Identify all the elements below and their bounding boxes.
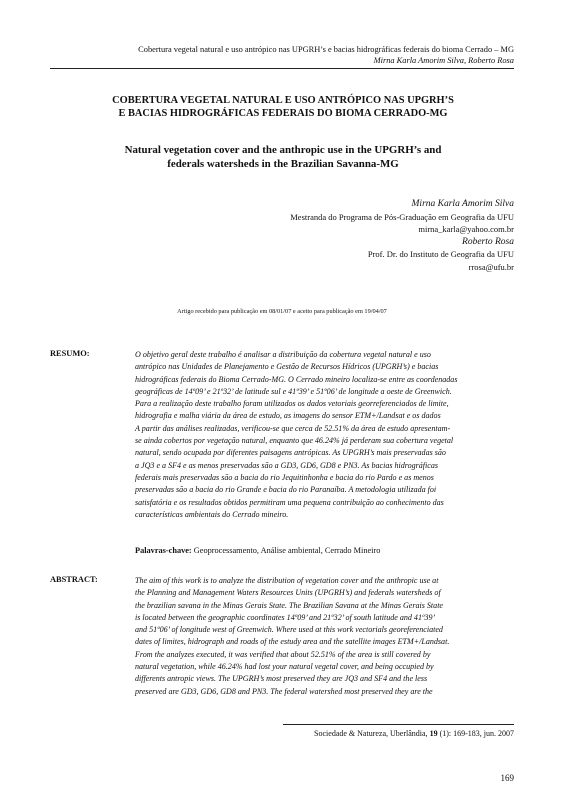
resumo-line: hidrografia e malha viária da área de estudo, as imagens do sensor ETM+/Landsat e os dados <box>135 411 441 421</box>
resumo-line: geográficas de 14º09’ e 21º32’ de latitude sul e 41º39’ e 51º06’ de longitude a oeste de Greenwich. <box>135 386 452 396</box>
footer-divider <box>283 724 514 725</box>
resumo-line: federais mais preservadas são a bacia do rio Jequitinhonha e bacia do rio Pardo e as menos <box>135 472 434 482</box>
author-1-email: mirna_karla@yahoo.com.br <box>418 224 514 234</box>
keywords <box>135 546 514 555</box>
resumo-line: A partir das análises realizadas, verificou-se que cerca de 52.51% da área de estudo apresentam- <box>135 423 451 433</box>
journal-citation <box>314 729 514 738</box>
abstract-line: and 51º06’ of longitude west of Greenwich. Where used at this work vectorials georeferenciated <box>135 625 443 635</box>
resumo-line: características ambientais do Cerrado mineiro. <box>135 509 289 519</box>
title-en-line-2: federals watersheds in the Brazilian Savanna-MG <box>167 157 399 170</box>
abstract-line: From the analyzes executed, it was verified that about 52.51% of the area is still covered by <box>135 649 431 659</box>
abstract-line: preserved are GD3, GD6, GD8 and PN3. The federal watershed most preserved they are the <box>135 686 433 696</box>
journal-issue-pages: (1): 169-183, jun. 2007 <box>437 729 514 738</box>
author-2-affiliation: Prof. Dr. do Instituto de Geografia da UFU <box>367 249 514 259</box>
resumo-line: satisfatória e os resultados obtidos permitiram uma pequena contribuição ao conhecimento das <box>135 497 444 507</box>
title-en-line-1: Natural vegetation cover and the anthropic use in the UPGRH’s and <box>124 144 442 156</box>
journal-volume: 19 <box>429 729 438 738</box>
running-head-title: Cobertura vegetal natural e uso antrópico nas UPGRH’s e bacias hidrográficas federais do bioma Cerrado – MG <box>138 45 514 54</box>
keywords-text: Geoprocessamento, Análise ambiental, Cerrado Mineiro <box>193 546 381 555</box>
resumo-label: RESUMO: <box>50 349 90 358</box>
resumo-line: O objetivo geral deste trabalho é analisar a distribuição da cobertura vegetal natural e uso <box>135 350 431 359</box>
resumo-line: a JQ3 e a SF4 e as menos preservadas são a GD3, GD6, GD8 e PN3. As bacias hidrográficas <box>135 460 438 470</box>
abstract-line: The aim of this work is to analyze the distribution of vegetation cover and the anthropic use at <box>135 576 439 585</box>
resumo-line: natural, sendo ocupada por diferentes paisagens antrópicas. As UPGRH’s mais preservadas são <box>135 448 446 458</box>
title-pt-line-1: COBERTURA VEGETAL NATURAL E USO ANTRÓPICO NAS UPGRH’S <box>112 95 454 106</box>
header-divider <box>50 68 514 69</box>
abstract-line: differents antropic views. The UPGRH’s most preserved they are JQ3 and SF4 and the less <box>135 674 428 684</box>
author-1-affiliation: Mestranda do Programa de Pós-Graduação em Geografia da UFU <box>290 211 514 222</box>
running-head-authors: Mirna Karla Amorim Silva, Roberto Rosa <box>373 56 514 65</box>
abstract-line: the brazilian savana in the Minas Gerais State. The Brazilian Savana at the Minas Gerais State <box>135 600 443 610</box>
author-2-email: rrosa@ufu.br <box>468 261 514 272</box>
abstract-line: is located between the geographic coordinates 14º09’ and 21º32’ of south latitude and 41º39’ <box>135 612 436 622</box>
resumo-line: antrópico nas Unidades de Planejamento e Gestão de Recursos Hídricos (UPGRH’s) e bacias <box>135 362 439 372</box>
author-1-name: Mirna Karla Amorim Silva <box>411 199 514 209</box>
page-number: 169 <box>500 773 514 783</box>
abstract-text <box>135 575 514 698</box>
title-portuguese <box>60 94 506 120</box>
resumo-text <box>135 349 514 521</box>
title-english <box>60 144 506 171</box>
resumo-line: preservadas são a bacia do rio Grande e bacia do rio Paranaíba. A metodologia utilizada foi <box>135 485 437 495</box>
abstract-line: dates of limites, hidrograph and roads of the estudy area and the satellite images ETM+/Landsat. <box>135 637 450 647</box>
abstract-label: ABSTRACT: <box>50 575 98 584</box>
resumo-line: se ainda cobertos por vegetação natural, enquanto que 46.24% já perderam sua cobertura vegetal <box>135 436 454 446</box>
author-block <box>290 198 514 273</box>
running-head <box>138 44 514 66</box>
title-pt-line-2: E BACIAS HIDROGRÁFICAS FEDERAIS DO BIOMA CERRADO-MG <box>118 108 448 119</box>
author-2-name: Roberto Rosa <box>462 236 514 247</box>
keywords-label: Palavras-chave: <box>135 546 192 555</box>
abstract-line: natural vegetation, while 46.24% had lost your natural vegetal cover, and being occupied by <box>135 662 434 672</box>
received-note: Artigo recebido para publicação em 08/01/07 e aceito para publicação em 19/04/07 <box>177 308 387 315</box>
resumo-line: Para a realização deste trabalho foram utilizados os dados vetoriais georreferenciados de limite, <box>135 399 449 409</box>
journal-name: Sociedade & Natureza, Uberlândia, <box>314 729 430 738</box>
resumo-line: hidrográficas federais do Bioma Cerrado-MG. O Cerrado mineiro localiza-se entre as coordenadas <box>135 374 458 384</box>
abstract-line: the Planning and Management Waters Resources Units (UPGRH’s) and federals watersheds of <box>135 588 441 598</box>
